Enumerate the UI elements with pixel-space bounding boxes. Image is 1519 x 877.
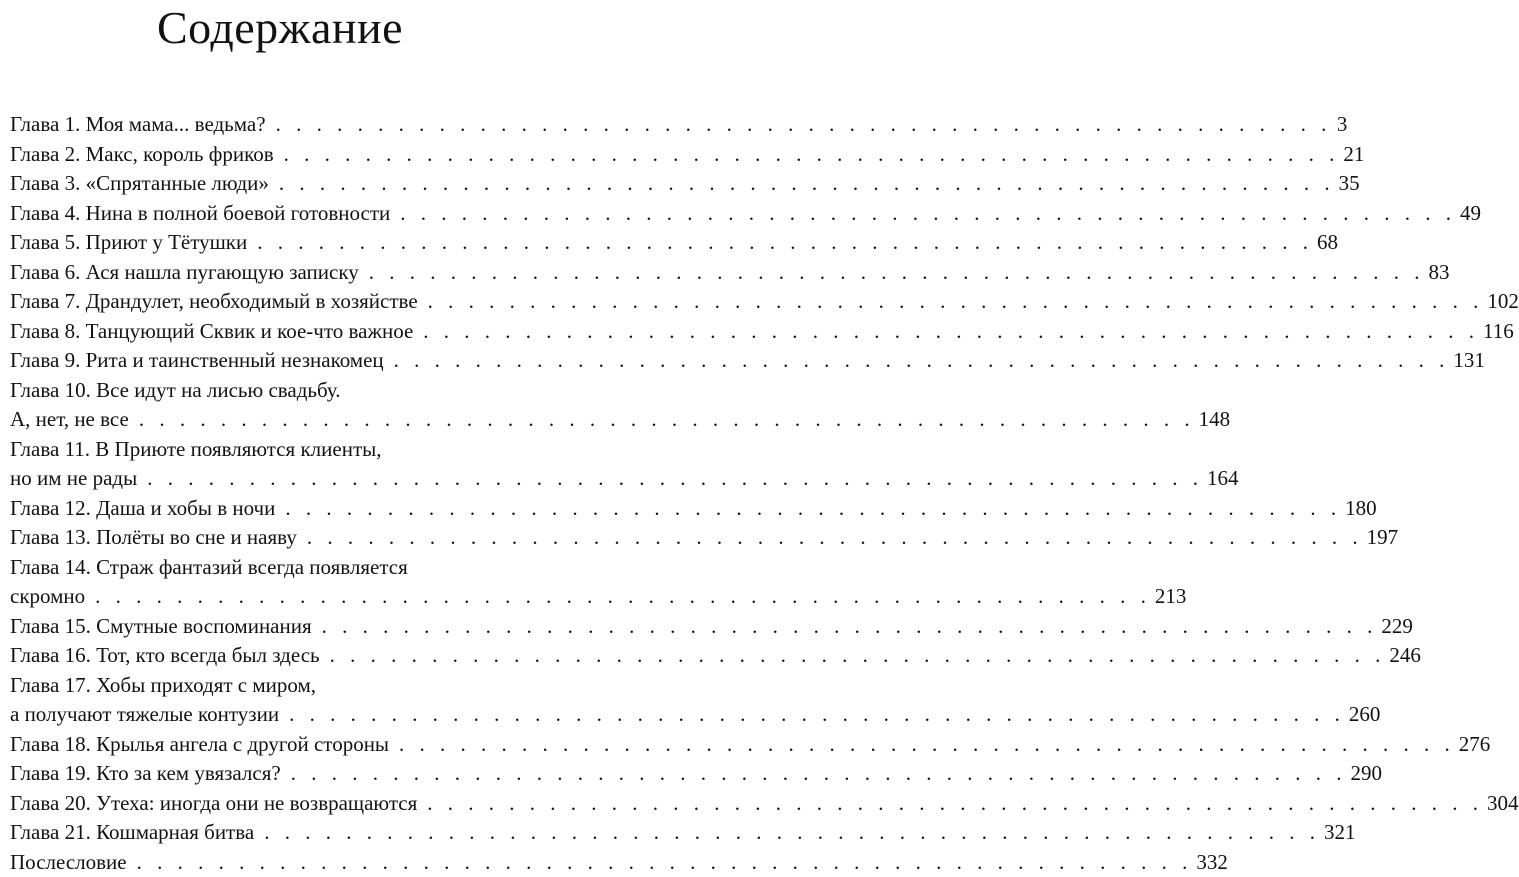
toc-entry-title: А, нет, не все — [10, 405, 129, 435]
toc-entry[interactable] — [10, 553, 546, 612]
toc-entry-title: Глава 6. Ася нашла пугающую записку — [10, 258, 359, 288]
dot-leader: . . . . . . . . . . . . . . . . . . . . . . . . . . . . . . . . . . . . . . . . . . . . . . . . . . . . — [279, 169, 1335, 199]
toc-entry[interactable] — [10, 612, 546, 642]
dot-leader: . . . . . . . . . . . . . . . . . . . . . . . . . . . . . . . . . . . . . . . . . . . . . . . . . . . . — [423, 317, 1479, 347]
dot-leader: . . . . . . . . . . . . . . . . . . . . . . . . . . . . . . . . . . . . . . . . . . . . . . . . . . . . — [264, 818, 1320, 848]
toc-entry-title: а получают тяжелые контузии — [10, 700, 279, 730]
toc-entry-title: Глава 12. Даша и хобы в ночи — [10, 494, 275, 524]
toc-entry[interactable] — [10, 671, 546, 730]
toc-entry-title: Глава 16. Тот, кто всегда был здесь — [10, 641, 320, 671]
toc-entry-title: Послесловие — [10, 848, 127, 877]
toc-entry-line-last — [10, 730, 546, 760]
toc-entry-title: Глава 8. Танцующий Сквик и кое-что важное — [10, 317, 413, 347]
toc-entry-line-last — [10, 258, 546, 288]
toc-entry-title: Глава 3. «Спрятанные люди» — [10, 169, 269, 199]
toc-entry-line-last — [10, 346, 546, 376]
toc-entry-line — [10, 671, 546, 701]
toc-entry[interactable] — [10, 287, 546, 317]
dot-leader: . . . . . . . . . . . . . . . . . . . . . . . . . . . . . . . . . . . . . . . . . . . . . . . . . . . . — [285, 494, 1341, 524]
toc-page-number: 260 — [1349, 700, 1381, 730]
toc-entry[interactable] — [10, 523, 546, 553]
dot-leader: . . . . . . . . . . . . . . . . . . . . . . . . . . . . . . . . . . . . . . . . . . . . . . . . . . . . — [289, 700, 1345, 730]
toc-entry-line — [10, 435, 546, 465]
book-page — [0, 0, 560, 865]
toc-entry[interactable] — [10, 317, 546, 347]
toc-entry-line-last — [10, 494, 546, 524]
toc-entry[interactable] — [10, 258, 546, 288]
toc-entry-title: Глава 18. Крылья ангела с другой стороны — [10, 730, 389, 760]
toc-entry-title: но им не рады — [10, 464, 137, 494]
toc-entry-line-last — [10, 317, 546, 347]
toc-entry[interactable] — [10, 228, 546, 258]
toc-page-number: 290 — [1350, 759, 1382, 789]
toc-entry-title: Глава 20. Утеха: иногда они не возвращаются — [10, 789, 417, 819]
toc-entry-line-last — [10, 140, 546, 170]
toc-entry[interactable] — [10, 789, 546, 819]
toc-entry-line-last — [10, 818, 546, 848]
toc-page-number: 83 — [1429, 258, 1450, 288]
dot-leader: . . . . . . . . . . . . . . . . . . . . . . . . . . . . . . . . . . . . . . . . . . . . . . . . . . . . — [400, 199, 1456, 229]
toc-page-number: 49 — [1460, 199, 1481, 229]
toc-entry-title: Глава 7. Драндулет, необходимый в хозяйстве — [10, 287, 418, 317]
toc-entry-line-last — [10, 582, 546, 612]
dot-leader: . . . . . . . . . . . . . . . . . . . . . . . . . . . . . . . . . . . . . . . . . . . . . . . . . . . . — [284, 140, 1340, 170]
toc-entry-line-last — [10, 789, 546, 819]
toc-entry-title: Глава 9. Рита и таинственный незнакомец — [10, 346, 384, 376]
dot-leader: . . . . . . . . . . . . . . . . . . . . . . . . . . . . . . . . . . . . . . . . . . . . . . . . . . . . — [322, 612, 1378, 642]
toc-page-number: 102 — [1487, 287, 1519, 317]
toc-entry-line-last — [10, 759, 546, 789]
toc-entry[interactable] — [10, 376, 546, 435]
toc-page-number: 276 — [1459, 730, 1491, 760]
toc-entry-line-last — [10, 199, 546, 229]
toc-page-number: 21 — [1343, 140, 1364, 170]
dot-leader: . . . . . . . . . . . . . . . . . . . . . . . . . . . . . . . . . . . . . . . . . . . . . . . . . . . . — [428, 287, 1484, 317]
toc-entry-title: Глава 4. Нина в полной боевой готовности — [10, 199, 390, 229]
table-of-contents — [10, 110, 546, 877]
toc-entry-line — [10, 376, 546, 406]
toc-entry[interactable] — [10, 140, 546, 170]
toc-entry-title: Глава 1. Моя мама... ведьма? — [10, 110, 266, 140]
toc-entry-line-last — [10, 700, 546, 730]
toc-entry-title: Глава 11. В Приюте появляются клиенты, — [10, 435, 381, 465]
toc-entry-line-last — [10, 848, 546, 877]
dot-leader: . . . . . . . . . . . . . . . . . . . . . . . . . . . . . . . . . . . . . . . . . . . . . . . . . . . . — [307, 523, 1363, 553]
toc-page-number: 304 — [1487, 789, 1519, 819]
toc-entry-title: Глава 15. Смутные воспоминания — [10, 612, 312, 642]
toc-entry[interactable] — [10, 759, 546, 789]
toc-entry-line-last — [10, 464, 546, 494]
dot-leader: . . . . . . . . . . . . . . . . . . . . . . . . . . . . . . . . . . . . . . . . . . . . . . . . . . . . — [276, 110, 1332, 140]
toc-page-number: 3 — [1335, 110, 1347, 140]
toc-entry-line-last — [10, 523, 546, 553]
toc-entry[interactable] — [10, 818, 546, 848]
dot-leader: . . . . . . . . . . . . . . . . . . . . . . . . . . . . . . . . . . . . . . . . . . . . . . . . . . . . — [137, 848, 1193, 877]
toc-entry-line-last — [10, 169, 546, 199]
toc-page-number: 197 — [1367, 523, 1399, 553]
dot-leader: . . . . . . . . . . . . . . . . . . . . . . . . . . . . . . . . . . . . . . . . . . . . . . . . . . . . — [139, 405, 1195, 435]
toc-entry[interactable] — [10, 346, 546, 376]
toc-page-number: 332 — [1196, 848, 1228, 877]
toc-entry-line-last — [10, 228, 546, 258]
toc-entry-line — [10, 553, 546, 583]
toc-entry-line-last — [10, 612, 546, 642]
toc-page-number: 68 — [1317, 228, 1338, 258]
dot-leader: . . . . . . . . . . . . . . . . . . . . . . . . . . . . . . . . . . . . . . . . . . . . . . . . . . . . — [399, 730, 1455, 760]
toc-entry-title: Глава 17. Хобы приходят с миром, — [10, 671, 316, 701]
dot-leader: . . . . . . . . . . . . . . . . . . . . . . . . . . . . . . . . . . . . . . . . . . . . . . . . . . . . — [330, 641, 1386, 671]
toc-entry[interactable] — [10, 848, 546, 877]
toc-page-number: 180 — [1345, 494, 1377, 524]
dot-leader: . . . . . . . . . . . . . . . . . . . . . . . . . . . . . . . . . . . . . . . . . . . . . . . . . . . . — [257, 228, 1313, 258]
dot-leader: . . . . . . . . . . . . . . . . . . . . . . . . . . . . . . . . . . . . . . . . . . . . . . . . . . . . — [394, 346, 1450, 376]
toc-page-number: 246 — [1389, 641, 1421, 671]
toc-entry[interactable] — [10, 199, 546, 229]
toc-page-number: 116 — [1483, 317, 1514, 347]
toc-entry-line-last — [10, 405, 546, 435]
toc-entry[interactable] — [10, 435, 546, 494]
toc-entry-title: Глава 10. Все идут на лисью свадьбу. — [10, 376, 341, 406]
dot-leader: . . . . . . . . . . . . . . . . . . . . . . . . . . . . . . . . . . . . . . . . . . . . . . . . . . . . — [95, 582, 1151, 612]
toc-page-number: 321 — [1324, 818, 1356, 848]
toc-page-number: 213 — [1155, 582, 1187, 612]
dot-leader: . . . . . . . . . . . . . . . . . . . . . . . . . . . . . . . . . . . . . . . . . . . . . . . . . . . . — [291, 759, 1347, 789]
toc-entry-title: Глава 21. Кошмарная битва — [10, 818, 254, 848]
toc-entry[interactable] — [10, 641, 546, 671]
dot-leader: . . . . . . . . . . . . . . . . . . . . . . . . . . . . . . . . . . . . . . . . . . . . . . . . . . . . — [427, 789, 1483, 819]
toc-entry[interactable] — [10, 169, 546, 199]
toc-entry-title: скромно — [10, 582, 85, 612]
toc-page-number: 131 — [1453, 346, 1485, 376]
toc-page-number: 229 — [1381, 612, 1413, 642]
toc-entry-title: Глава 13. Полёты во сне и наяву — [10, 523, 297, 553]
toc-entry-line-last — [10, 641, 546, 671]
toc-entry-line-last — [10, 110, 546, 140]
dot-leader: . . . . . . . . . . . . . . . . . . . . . . . . . . . . . . . . . . . . . . . . . . . . . . . . . . . . — [369, 258, 1425, 288]
toc-entry-line-last — [10, 287, 546, 317]
toc-entry[interactable] — [10, 494, 546, 524]
toc-entry[interactable] — [10, 730, 546, 760]
toc-page-number: 35 — [1339, 169, 1360, 199]
toc-entry-title: Глава 14. Страж фантазий всегда появляется — [10, 553, 408, 583]
toc-page-number: 148 — [1199, 405, 1231, 435]
toc-page-number: 164 — [1207, 464, 1239, 494]
toc-entry[interactable] — [10, 110, 546, 140]
toc-entry-title: Глава 2. Макс, король фриков — [10, 140, 274, 170]
page-title: Содержание — [0, 0, 560, 56]
toc-entry-title: Глава 19. Кто за кем увязался? — [10, 759, 281, 789]
toc-entry-title: Глава 5. Приют у Тётушки — [10, 228, 247, 258]
dot-leader: . . . . . . . . . . . . . . . . . . . . . . . . . . . . . . . . . . . . . . . . . . . . . . . . . . . . — [147, 464, 1203, 494]
